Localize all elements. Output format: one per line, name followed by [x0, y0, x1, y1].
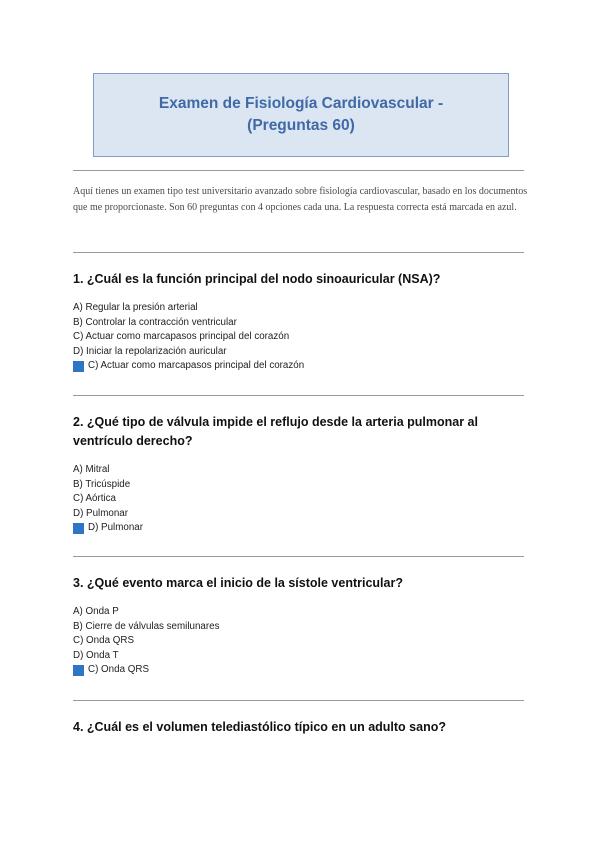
option-b: B) Cierre de válvulas semilunares: [73, 620, 220, 632]
option-a: A) Regular la presión arterial: [73, 302, 198, 313]
question-title: 1. ¿Cuál es la función principal del nodo sinoauricular (NSA)?: [73, 272, 441, 286]
correct-answer-text: C) Actuar como marcapasos principal del corazón: [88, 360, 305, 371]
correct-answer: [73, 359, 523, 374]
option-c: C) Aórtica: [73, 493, 117, 504]
options-list: [73, 605, 523, 663]
option-a: A) Onda P: [73, 606, 119, 617]
correct-answer: [73, 521, 523, 536]
option-b: B) Tricúspide: [73, 478, 131, 490]
correct-answer: [73, 663, 523, 678]
divider: [73, 395, 524, 396]
divider: [73, 170, 524, 171]
option-c: C) Actuar como marcapasos principal del corazón: [73, 331, 290, 342]
question-1: [73, 270, 523, 374]
exam-title-line-1: Examen de Fisiología Cardiovascular -: [158, 95, 444, 112]
question-title: 4. ¿Cuál es el volumen telediastólico típico en un adulto sano?: [73, 720, 446, 734]
blue-square-icon: [73, 665, 84, 676]
option-d: D) Pulmonar: [73, 507, 128, 519]
exam-title-line-2: (Preguntas 60): [247, 117, 355, 134]
blue-square-icon: [73, 361, 84, 372]
options-list: [73, 301, 523, 359]
question-3: [73, 574, 523, 678]
question-title: 3. ¿Qué evento marca el inicio de la sístole ventricular?: [73, 576, 403, 590]
question-2: [73, 413, 523, 536]
divider: [73, 556, 524, 557]
correct-answer-text: D) Pulmonar: [88, 522, 143, 533]
option-b: B) Controlar la contracción ventricular: [73, 316, 237, 328]
question-4: [73, 718, 523, 749]
question-title: 2. ¿Qué tipo de válvula impide el reflujo desde la arteria pulmonar al ventrículo derecho?: [73, 415, 478, 448]
divider: [73, 700, 524, 701]
option-c: C) Onda QRS: [73, 635, 134, 646]
divider: [73, 252, 524, 253]
exam-title-box: [93, 73, 509, 157]
options-list: [73, 463, 523, 521]
blue-square-icon: [73, 523, 84, 534]
option-d: D) Onda T: [73, 649, 119, 661]
option-a: A) Mitral: [73, 464, 110, 475]
option-d: D) Iniciar la repolarización auricular: [73, 345, 227, 357]
intro-paragraph: Aquí tienes un examen tipo test universitario avanzado sobre fisiología cardiovascular, basado en los documentos que me proporcionaste. Son 60 preguntas con 4 opciones cada una. La respuesta correcta está marcada en azul.: [73, 186, 528, 213]
correct-answer-text: C) Onda QRS: [88, 664, 149, 675]
